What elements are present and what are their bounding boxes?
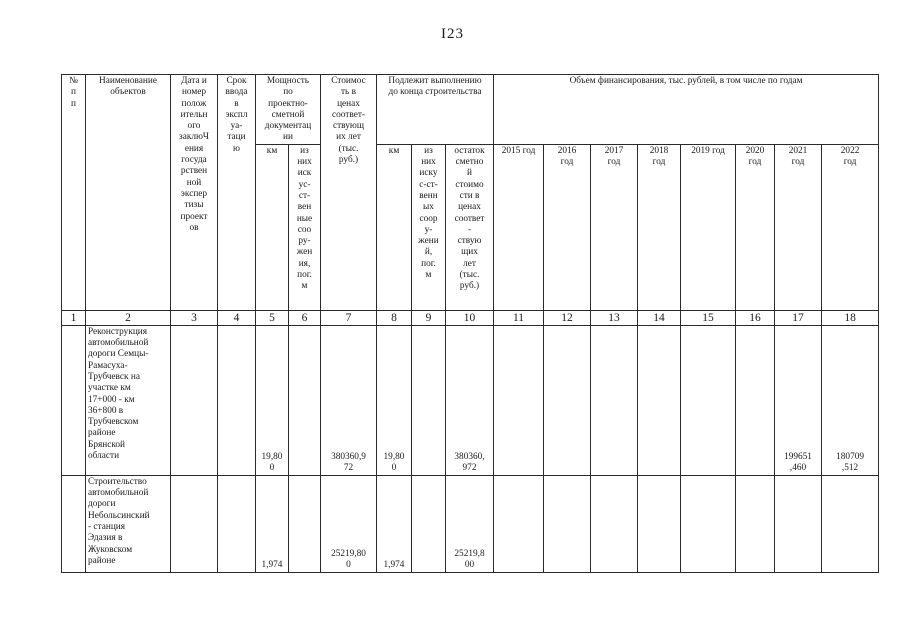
column-number: 15 <box>681 310 736 325</box>
column-number: 18 <box>822 310 879 325</box>
header-year-2018: 2018 год <box>638 144 681 310</box>
column-number: 6 <box>289 310 321 325</box>
cell-date <box>171 475 218 572</box>
cell-num <box>62 475 86 572</box>
cell-2018 <box>638 475 681 572</box>
header-year-2015: 2015 год <box>494 144 544 310</box>
header-year-2017: 2017 год <box>591 144 638 310</box>
header-year-2020: 2020 год <box>736 144 775 310</box>
rem-km: 1,974 <box>377 475 412 572</box>
header-col-financing: Объем финансирования, тыс. рублей, в том числе по годам <box>494 75 879 145</box>
column-number: 1 <box>62 310 86 325</box>
column-number: 4 <box>218 310 256 325</box>
column-number: 12 <box>544 310 591 325</box>
rem-km: 19,80 0 <box>377 325 412 475</box>
header-col-num: № п п <box>62 75 86 311</box>
cell-2017 <box>591 475 638 572</box>
header-year-2022: 2022 год <box>822 144 879 310</box>
cell-date <box>171 325 218 475</box>
cell-2019 <box>681 325 736 475</box>
column-number-row <box>62 310 879 325</box>
rem-balance: 380360, 972 <box>446 325 494 475</box>
year-2022-value: 180709 ,512 <box>822 325 879 475</box>
cost: 380360,9 72 <box>321 325 377 475</box>
column-number: 5 <box>256 310 289 325</box>
power-km: 1,974 <box>256 475 289 572</box>
table-row <box>62 325 879 475</box>
header-row-1 <box>62 75 879 145</box>
cell-2015 <box>494 325 544 475</box>
cell-power-struct <box>289 475 321 572</box>
cell-rem-struct <box>412 475 446 572</box>
cell-2021 <box>775 475 822 572</box>
column-number: 2 <box>86 310 171 325</box>
cell-2019 <box>681 475 736 572</box>
header-rem-km: км <box>377 144 412 310</box>
object-name: Реконструкция автомобильной дороги Семцы- Рамасуха- Трубчевск на участке км 17+000 - км 36+800 в Трубчевском районе Брянской области <box>86 325 171 475</box>
header-power-km: км <box>256 144 289 310</box>
column-number: 8 <box>377 310 412 325</box>
cell-2016 <box>544 325 591 475</box>
header-year-2016: 2016 год <box>544 144 591 310</box>
cost: 25219,80 0 <box>321 475 377 572</box>
cell-num <box>62 325 86 475</box>
year-2021-value: 199651 ,460 <box>775 325 822 475</box>
cell-2015 <box>494 475 544 572</box>
cell-2022 <box>822 475 879 572</box>
header-col-cost: Стоимос ть в ценах соответ- ствующ их лет (тыс. руб.) <box>321 75 377 311</box>
column-number: 10 <box>446 310 494 325</box>
header-col-power: Мощность по проектно- сметной документац ии <box>256 75 321 145</box>
financing-table <box>61 74 879 573</box>
page-number: I23 <box>441 26 464 42</box>
column-number: 7 <box>321 310 377 325</box>
column-number: 11 <box>494 310 544 325</box>
power-km: 19,80 0 <box>256 325 289 475</box>
column-number: 14 <box>638 310 681 325</box>
column-number: 3 <box>171 310 218 325</box>
header-col-remaining: Подлежит выполнению до конца строительства <box>377 75 494 145</box>
cell-2020 <box>736 475 775 572</box>
object-name: Строительство автомобильной дороги Небольсинский - станция Эдазия в Жуковском районе <box>86 475 171 572</box>
table-row <box>62 475 879 572</box>
header-power-struct: из них иск ус- ст- вен ные соо ру- жен ия, пог. м <box>289 144 321 310</box>
header-year-2019: 2019 год <box>681 144 736 310</box>
cell-2017 <box>591 325 638 475</box>
cell-2020 <box>736 325 775 475</box>
cell-rem-struct <box>412 325 446 475</box>
header-col-name: Наименование объектов <box>86 75 171 311</box>
column-number: 9 <box>412 310 446 325</box>
cell-term <box>218 325 256 475</box>
column-number: 16 <box>736 310 775 325</box>
column-number: 13 <box>591 310 638 325</box>
header-rem-balance: остаток сметно й стоимо сти в ценах соответ - ствую щих лет (тыс. руб.) <box>446 144 494 310</box>
column-number: 17 <box>775 310 822 325</box>
header-year-2021: 2021 год <box>775 144 822 310</box>
header-col-date: Дата и номер полож ительн ого заклюЧ ения госуда рствен ной экспер тизы проект ов <box>171 75 218 311</box>
header-col-term: Срок ввода в экспл уа- таци ю <box>218 75 256 311</box>
cell-term <box>218 475 256 572</box>
header-rem-struct: из них иску с-ст- венн ых соор у- жени й, пог. м <box>412 144 446 310</box>
cell-power-struct <box>289 325 321 475</box>
cell-2018 <box>638 325 681 475</box>
rem-balance: 25219,8 00 <box>446 475 494 572</box>
cell-2016 <box>544 475 591 572</box>
